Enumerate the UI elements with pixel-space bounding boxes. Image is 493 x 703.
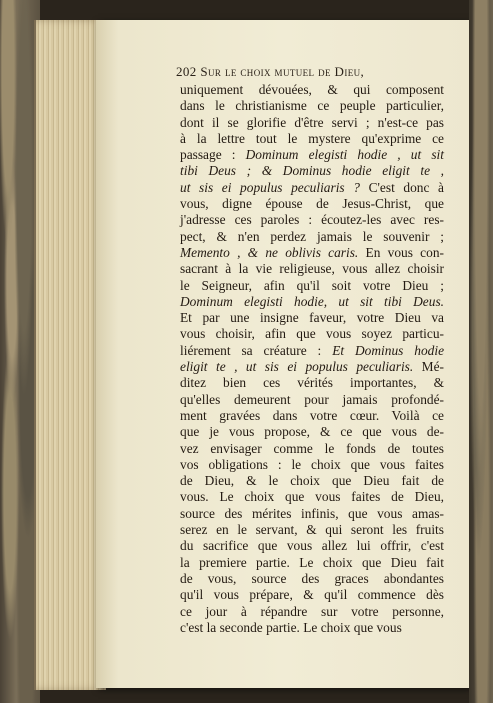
running-header (176, 64, 446, 80)
text-run: pect, & n'en perdez jamais le souvenir ; (180, 228, 444, 244)
text-line (180, 473, 444, 489)
page-number: 202 (176, 64, 197, 79)
text-line (180, 278, 444, 294)
text-line (180, 82, 444, 98)
text-run: C'est donc à (359, 179, 444, 195)
text-line (180, 555, 444, 571)
text-run: qu'elles demeurent pour jamais profondé- (180, 391, 444, 407)
text-run: passage : (180, 147, 246, 163)
text-line (180, 245, 444, 261)
text-run: j'adresse ces paroles : écoutez-les avec res- (180, 212, 444, 228)
text-run: de vous, source des graces abondantes (180, 570, 444, 586)
text-run: vos obligations : le choix que vous faites (180, 456, 444, 472)
body-text (180, 82, 444, 636)
text-line (180, 98, 444, 114)
text-line (180, 310, 444, 326)
text-run: du sacrifice que vous allez lui offrir, c'est (180, 538, 444, 554)
book-page (96, 20, 470, 688)
text-line (180, 522, 444, 538)
text-line (180, 294, 444, 310)
text-line (180, 131, 444, 147)
text-run: qu'il vous prépare, & qu'il commence dès (180, 587, 444, 603)
text-run: que je vous propose, & ce que vous de- (180, 424, 444, 440)
marbled-cover-right (469, 0, 493, 703)
text-line (180, 180, 444, 196)
text-line (180, 441, 444, 457)
text-run: ment gravées dans votre cœur. Voilà ce (180, 407, 444, 423)
italic-latin-phrase: Et Dominus hodie (332, 342, 445, 358)
italic-latin-phrase: Dominum elegisti hodie , ut sit (245, 147, 444, 163)
text-line (180, 620, 444, 636)
text-line (180, 196, 444, 212)
text-line (180, 212, 444, 228)
text-line (180, 115, 444, 131)
text-run: liérement sa créature : (180, 342, 333, 358)
italic-latin-phrase: tibi Deus ; & Dominus hodie eligit te , (180, 163, 444, 179)
text-run: serez en le servant, & qui seront les fruits (180, 522, 444, 538)
text-run: de Dieu, & le choix que Dieu fait de (180, 473, 444, 489)
text-run: vez envisager comme le fonds de toutes (180, 440, 444, 456)
text-run: vous. Le choix que vous faites de Dieu, (180, 489, 444, 505)
text-run: Et par une insigne faveur, votre Dieu va (180, 310, 444, 326)
text-line (180, 359, 444, 375)
text-run: dans le christianisme ce peuple particulier, (180, 98, 444, 114)
text-line (180, 163, 444, 179)
text-run: dont il se glorifie d'être servi ; n'est-ce pas (180, 114, 444, 130)
text-line (180, 408, 444, 424)
text-line (180, 457, 444, 473)
text-run: sacrant à la vie religieuse, vous allez choisir (180, 261, 444, 277)
text-line (180, 261, 444, 277)
text-line (180, 229, 444, 245)
text-run: vous, digne épouse de Jesus-Christ, que (180, 196, 444, 212)
italic-latin-phrase: Dominum elegisti hodie, ut sit tibi Deus. (180, 293, 444, 309)
text-line (180, 587, 444, 603)
text-run: source des mérites infinis, que vous amas- (180, 505, 444, 521)
text-run: En vous con- (358, 244, 444, 260)
text-run: ce jour à répandre sur votre personne, (180, 603, 444, 619)
text-line (180, 147, 444, 163)
text-line (180, 489, 444, 505)
text-line (180, 392, 444, 408)
text-line (180, 571, 444, 587)
text-run: ditez bien ces vérités importantes, & (180, 375, 444, 391)
italic-latin-phrase: ut sis ei populus peculiaris ? (180, 179, 360, 195)
text-run: Mé- (413, 359, 444, 375)
text-run: la premiere partie. Le choix que Dieu fait (180, 554, 444, 570)
text-line (180, 375, 444, 391)
text-run: le Seigneur, afin qu'il soit votre Dieu ; (180, 277, 444, 293)
italic-latin-phrase: eligit te , ut sis ei populus peculiaris. (180, 359, 414, 375)
text-line (180, 604, 444, 620)
text-line (180, 538, 444, 554)
text-line (180, 343, 444, 359)
text-line (180, 506, 444, 522)
text-run: uniquement dévouées, & qui composent (180, 82, 444, 97)
text-line (180, 326, 444, 342)
italic-latin-phrase: Memento , & ne oblivis caris. (180, 244, 359, 260)
text-run: à la lettre tout le mystere qu'exprime ce (180, 130, 444, 146)
text-run: vous choisir, afin que vous soyez particu- (180, 326, 444, 342)
text-line (180, 424, 444, 440)
running-title: Sur le choix mutuel de Dieu, (200, 64, 365, 79)
text-run: c'est la seconde partie. Le choix que vous (180, 619, 402, 635)
